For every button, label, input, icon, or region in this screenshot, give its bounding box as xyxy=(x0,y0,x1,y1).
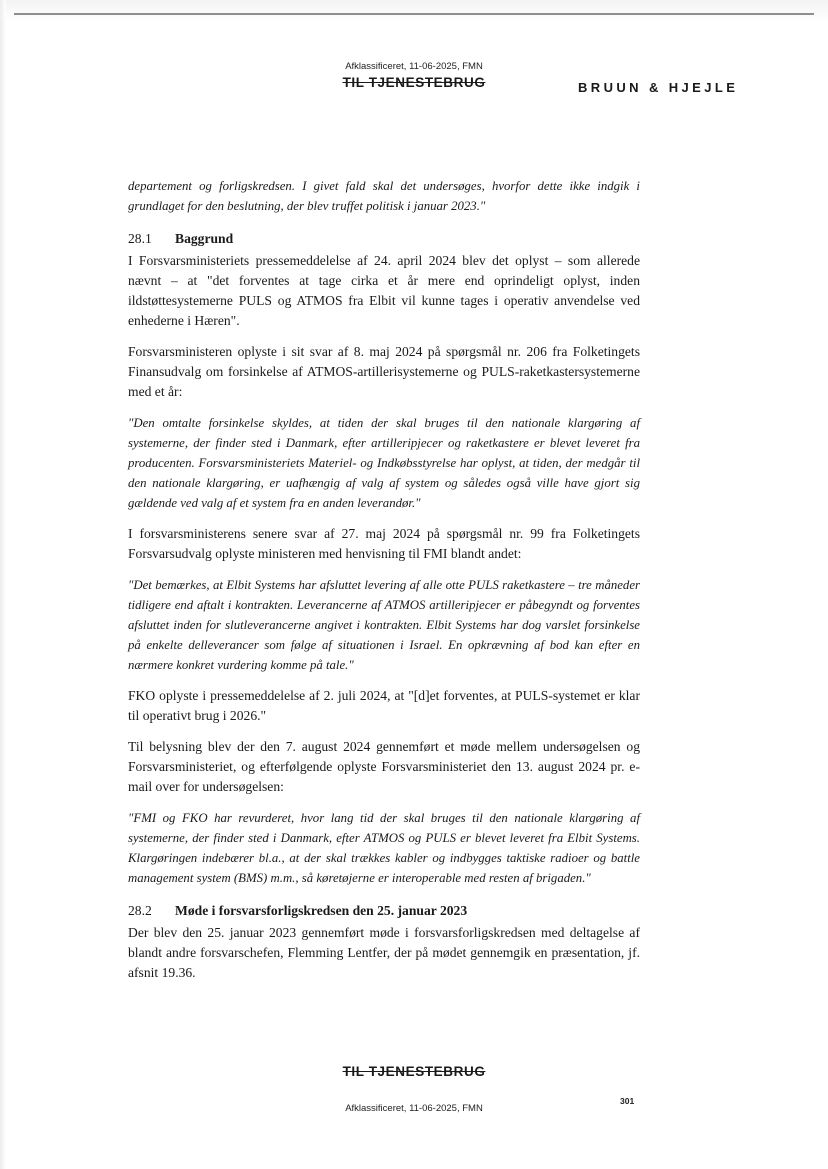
page-content xyxy=(128,176,640,994)
header-declassified-stamp: Afklassificeret, 11-06-2025, FMN xyxy=(345,61,483,72)
block-quote: "Det bemærkes, at Elbit Systems har afsluttet levering af alle otte PULS raketkastere – tre måneder tidligere end aftalt i kontrakten. Leverancerne af ATMOS artilleripjecer er påbegyndt og forventes afsluttet inden for slutleverancerne angivet i kontrakten. Elbit Systems har dog varslet forsinkelse på enkelte delleverancer som følge af situationen i Israel. En opkrævning af bod kan efter en nærmere konkret vurdering komme på tale." xyxy=(128,578,640,672)
page-number: 301 xyxy=(620,1096,635,1106)
bruun-hjejle-logo: BRUUN & HJEJLE xyxy=(578,80,739,95)
paragraph: I Forsvarsministeriets pressemeddelelse af 24. april 2024 blev det oplyst – som allerede nævnt – at "det forventes at tage cirka et år mere end oprindeligt oplyst, inden ildstøttesystemerne PULS og ATMOS fra Elbit vil kunne tages i operativ anvendelse ved enhederne i Hæren". xyxy=(128,253,640,328)
footer-classification: TIL TJENESTEBRUG xyxy=(342,1064,486,1079)
paragraph: Der blev den 25. januar 2023 gennemført møde i forsvarsforligskredsen med deltagelse af blandt andre forsvarschefen, Flemming Lentfer, der på mødet gennemgik en præsentation, jf. afsnit 19.36. xyxy=(128,925,640,980)
paragraph: Til belysning blev der den 7. august 2024 gennemført et møde mellem undersøgelsen og Forsvarsministeriet, og efterfølgende oplyste Forsvarsministeriet den 13. august 2024 pr. e-mail over for undersøgelsen: xyxy=(128,739,640,794)
header-classification: TIL TJENESTEBRUG xyxy=(342,75,486,90)
section-number: 28.2 xyxy=(128,903,152,918)
section-title: Baggrund xyxy=(175,231,234,246)
quote-continued: departement og forligskredsen. I givet fald skal det undersøges, hvorfor dette ikke indgik i grundlaget for den beslutning, der blev truffet politisk i januar 2023." xyxy=(128,179,640,213)
block-quote: "Den omtalte forsinkelse skyldes, at tiden der skal bruges til den nationale klargøring af systemerne, der finder sted i Danmark, efter artilleripjecer og raketkastere er blevet leveret fra producenten. Forsvarsministeriets Materiel- og Indkøbsstyrelse har oplyst, at tiden, der medgår til den nationale klargøring, er uafhængig af valg af system og således også ville have gjort sig gældende ved valg af et system fra en anden leverandør." xyxy=(128,416,640,510)
paragraph: FKO oplyste i pressemeddelelse af 2. juli 2024, at "[d]et forventes, at PULS-systemet er klar til operativt brug i 2026." xyxy=(128,688,640,723)
footer-declassified-stamp: Afklassificeret, 11-06-2025, FMN xyxy=(345,1103,483,1114)
section-heading-28-1 xyxy=(128,229,640,249)
scan-border-left xyxy=(0,0,6,1169)
paragraph: I forsvarsministerens senere svar af 27. maj 2024 på spørgsmål nr. 99 fra Folketingets Forsvarsudvalg oplyste ministeren med henvisning til FMI blandt andet: xyxy=(128,526,640,561)
section-heading-28-2 xyxy=(128,901,640,921)
section-number: 28.1 xyxy=(128,231,152,246)
section-title: Møde i forsvarsforligskredsen den 25. januar 2023 xyxy=(175,903,468,918)
paragraph: Forsvarsministeren oplyste i sit svar af 8. maj 2024 på spørgsmål nr. 206 fra Folketingets Finansudvalg om forsinkelse af ATMOS-artillerisystemerne og PULS-raketkastersystemerne med et år: xyxy=(128,344,640,399)
scan-border-top xyxy=(0,0,828,22)
scan-line xyxy=(14,13,814,15)
block-quote: "FMI og FKO har revurderet, hvor lang tid der skal bruges til den nationale klargøring af systemerne, der finder sted i Danmark, efter ATMOS og PULS er blevet leveret fra Elbit Systems. Klargøringen indebærer bl.a., at der skal trækkes kabler og indbygges taktiske radioer og battle management system (BMS) m.m., så køretøjerne er interoperable med resten af brigaden." xyxy=(128,811,640,885)
